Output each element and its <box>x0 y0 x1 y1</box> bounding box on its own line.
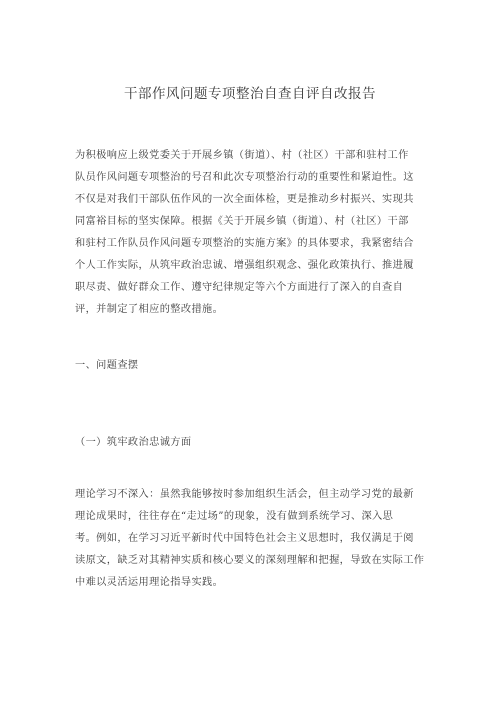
paragraph-line: 理论成果时，往往存在“走过场”的现象，没有做到系统学习、深入思 <box>75 511 394 522</box>
paragraph-line: 职尽责、做好群众工作、遵守纪律规定等六个方面进行了深入的自查自 <box>75 282 404 293</box>
paragraph-line: 考。例如，在学习习近平新时代中国特色社会主义思想时，我仅满足于阅 <box>75 533 414 544</box>
paragraph-line: 队员作风问题专项整治的号召和此次专项整治行动的重要性和紧迫性。这 <box>75 172 414 183</box>
intro-paragraph <box>75 145 427 321</box>
paragraph-line: 为积极响应上级党委关于开展乡镇（街道）、村（社区）干部和驻村工作 <box>75 150 409 161</box>
paragraph-line: 同富裕目标的坚实保障。根据《关于开展乡镇（街道）、村（社区）干部 <box>75 216 409 227</box>
paragraph-line: 评，并制定了相应的整改措施。 <box>75 304 224 315</box>
section-heading-text: 一、问题查摆 <box>75 360 139 371</box>
paragraph-line: 不仅是对我们干部队伍作风的一次全面体检，更是推动乡村振兴、实现共 <box>75 194 414 205</box>
subsection-heading <box>75 432 427 454</box>
paragraph-line: 理论学习不深入：虽然我能够按时参加组织生活会，但主动学习党的最新 <box>75 489 414 500</box>
section-heading <box>75 355 427 377</box>
subsection-heading-text: （一）筑牢政治忠诚方面 <box>75 437 192 448</box>
document-title: 干部作风问题专项整治自查自评自改报告 <box>124 86 376 102</box>
body-paragraph <box>75 484 427 594</box>
paragraph-line: 中难以灵活运用理论指导实践。 <box>75 577 224 588</box>
paragraph-line: 和驻村工作队员作风问题专项整治的实施方案》的具体要求，我紧密结合 <box>75 238 414 249</box>
paragraph-line: 读原文，缺乏对其精神实质和核心要义的深刻理解和把握，导致在实际工作 <box>75 555 425 566</box>
paragraph-line: 个人工作实际，从筑牢政治忠诚、增强组织观念、强化政策执行、推进履 <box>75 260 414 271</box>
